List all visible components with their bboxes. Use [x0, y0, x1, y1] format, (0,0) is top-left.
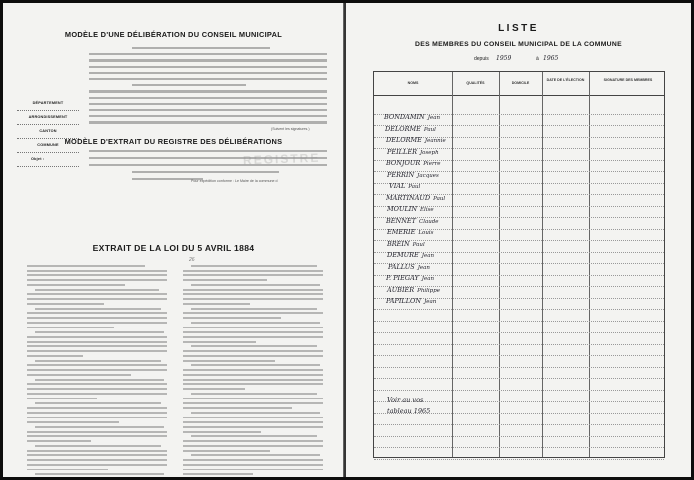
member-firstname: Paul [423, 126, 436, 133]
member-surname: DELORME [385, 124, 421, 133]
member-surname: PEILLER [387, 147, 417, 156]
departement-label: DÉPARTEMENT [32, 101, 64, 105]
deliberation-title: MODÈLE D'UNE DÉLIBÉRATION DU CONSEIL MUNICIPAL [64, 30, 283, 39]
member-firstname: Jean [421, 253, 435, 259]
member-surname: DEMURE [387, 251, 419, 259]
member-firstname: Jean [421, 276, 435, 282]
member-surname: BONJOUR [386, 159, 421, 167]
member-firstname: Jean [427, 115, 441, 121]
header-date-election: DATE DE L'ÉLECTION [546, 78, 585, 82]
a-label: à [536, 56, 539, 62]
member-surname: EMERIE [387, 228, 416, 236]
signature-note: (Suivent les signatures.) [271, 127, 310, 131]
depuis-year: 1959 [496, 55, 512, 62]
extract-title: MODÈLE D'EXTRAIT DU REGISTRE DES DÉLIBÉRATIONS [64, 137, 283, 146]
depuis-label: depuis [474, 56, 489, 62]
member-firstname: Paul [433, 195, 446, 202]
canton-label: CANTON [39, 129, 57, 133]
commune-label: COMMUNE [37, 143, 59, 147]
list-title: LISTE [498, 23, 539, 34]
closing-note-line2: tableau 1965 [387, 407, 431, 415]
member-surname: BREIN [387, 239, 410, 248]
member-surname: PALLUS [388, 262, 415, 271]
sidebar-fields [17, 101, 79, 167]
objet-label: Objet : [31, 157, 45, 161]
member-surname: P. PIEGAY [386, 274, 419, 282]
law-column-left [27, 265, 167, 477]
member-surname: PAPILLON [386, 297, 422, 305]
members-table [373, 71, 665, 458]
member-firstname: Pierre [423, 161, 441, 167]
right-page [346, 3, 691, 477]
extract-signature-note: Pour expédition conforme : Le Maire de la commune d [191, 179, 278, 183]
member-firstname: Philippe [417, 287, 440, 294]
law-column-right [183, 265, 323, 477]
member-surname: MOULIN [387, 205, 418, 213]
member-firstname: Louis [418, 230, 434, 236]
a-year: 1965 [543, 55, 559, 62]
closing-note-line1: Voir au vos [387, 396, 424, 404]
left-page [3, 3, 344, 477]
list-subtitle: DES MEMBRES DU CONSEIL MUNICIPAL DE LA COMMUNE [415, 41, 622, 48]
member-firstname: Elise [420, 207, 434, 213]
member-firstname: Jeannie [424, 138, 446, 144]
member-firstname: Jean [424, 299, 437, 305]
member-entry [386, 285, 437, 307]
member-firstname: Paul [408, 184, 421, 190]
member-surname: VIAL [389, 182, 406, 190]
header-noms: NOMS [407, 81, 419, 85]
member-surname: MARTINAUD [386, 193, 431, 202]
member-firstname: Claude [418, 218, 439, 225]
law-marker: 26 [189, 257, 195, 263]
member-surname: BONDAMIN [384, 113, 425, 121]
law-title: EXTRAIT DE LA LOI DU 5 AVRIL 1884 [92, 243, 255, 253]
member-surname: PERRIN [387, 170, 415, 179]
member-surname: AUBIER [387, 285, 415, 294]
register-spread [3, 3, 691, 477]
member-surname: BENNET [386, 216, 416, 225]
member-firstname: Joseph [419, 149, 439, 156]
header-qualites: QUALITÉS [466, 81, 485, 85]
deliberation-text [89, 47, 327, 127]
member-surname: DELORME [386, 136, 422, 144]
header-domicile: DOMICILE [511, 81, 530, 85]
header-signature: SIGNATURE DES MEMBRES [603, 78, 653, 82]
member-firstname: Jacques [417, 172, 439, 179]
member-firstname: Jean [417, 264, 430, 271]
member-firstname: Paul [412, 241, 425, 248]
arrondissement-label: ARRONDISSEMENT [28, 115, 68, 119]
